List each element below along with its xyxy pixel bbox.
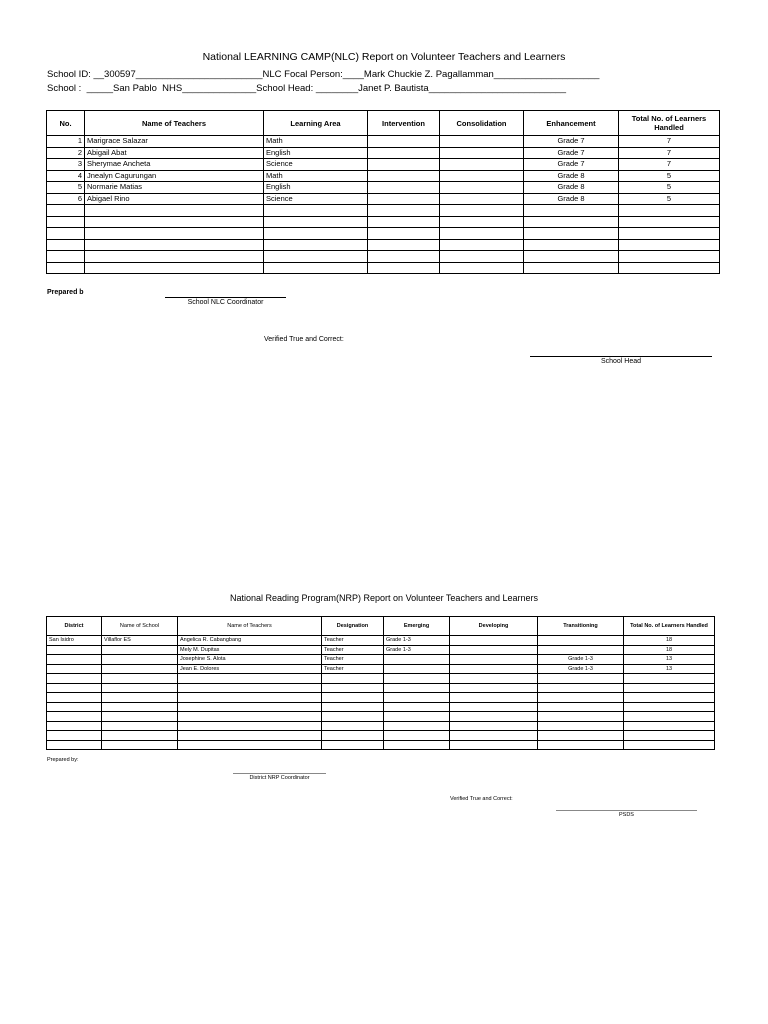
nrp-table-cell (47, 693, 102, 703)
nlc-table-cell (264, 262, 368, 274)
nrp-coordinator-label: District NRP Coordinator (249, 775, 310, 781)
nrp-table-cell (538, 683, 624, 693)
nlc-table-cell (619, 262, 720, 274)
nrp-table-cell (384, 683, 450, 693)
nrp-table-cell: 18 (624, 636, 715, 646)
nrp-table-cell (102, 731, 178, 741)
nlc-table-cell (619, 251, 720, 263)
nrp-table-cell (178, 740, 322, 750)
nlc-table-cell: 4 (47, 170, 85, 182)
nlc-table-row (47, 239, 720, 251)
nrp-table-cell (102, 645, 178, 655)
nrp-table-cell (322, 740, 384, 750)
nrp-header-cell: Transitioning (538, 617, 624, 636)
nlc-table-row (47, 228, 720, 240)
nrp-verified-label: Verified True and Correct: (450, 796, 513, 802)
nrp-table-cell (384, 693, 450, 703)
nrp-table-cell (384, 674, 450, 684)
nrp-header-cell: Developing (450, 617, 538, 636)
nlc-table-cell (524, 205, 619, 217)
nlc-table-row (47, 216, 720, 228)
nrp-header-cell: Total No. of Learners Handled (624, 617, 715, 636)
nlc-table-cell: 5 (619, 182, 720, 194)
nrp-table-cell (450, 731, 538, 741)
nrp-table-cell (538, 674, 624, 684)
nrp-table-cell (538, 731, 624, 741)
nrp-table-cell (322, 721, 384, 731)
nrp-table-cell (178, 683, 322, 693)
nrp-table-cell (384, 702, 450, 712)
nrp-table-cell (624, 740, 715, 750)
nlc-table-cell (619, 228, 720, 240)
nlc-table-cell: Abigael Rino (85, 193, 264, 205)
nrp-table-cell (102, 683, 178, 693)
nrp-table-cell: Teacher (322, 636, 384, 646)
nrp-table-cell (178, 693, 322, 703)
nlc-table-cell (440, 216, 524, 228)
nrp-table-cell (450, 721, 538, 731)
nlc-table-cell: Math (264, 170, 368, 182)
nrp-table-cell (102, 702, 178, 712)
school-head-label: School Head (600, 358, 642, 365)
nlc-table-cell (85, 228, 264, 240)
nrp-table-cell (450, 655, 538, 665)
nlc-prepared-by: Prepared b (47, 289, 84, 296)
nrp-table-cell (322, 702, 384, 712)
nrp-table-cell (178, 721, 322, 731)
nrp-table-cell (624, 683, 715, 693)
nlc-header-cell: Learning Area (264, 111, 368, 136)
nrp-table-cell: Grade 1-3 (384, 636, 450, 646)
nlc-table-cell (524, 239, 619, 251)
nrp-table-cell: Josephine S. Alota (178, 655, 322, 665)
nlc-table-cell (440, 147, 524, 159)
nlc-header-cell: No. (47, 111, 85, 136)
nrp-header-cell: Designation (322, 617, 384, 636)
nlc-table-cell (47, 262, 85, 274)
nrp-table-cell: Villaflor ES (102, 636, 178, 646)
nlc-table-cell: 2 (47, 147, 85, 159)
nrp-table-cell (178, 674, 322, 684)
nrp-table-cell (450, 683, 538, 693)
nlc-table-cell (368, 182, 440, 194)
nrp-header-row (47, 617, 715, 636)
nlc-table-cell (264, 228, 368, 240)
nlc-table-cell (368, 262, 440, 274)
nlc-table-row (47, 147, 720, 159)
nlc-coordinator-label: School NLC Coordinator (187, 299, 264, 306)
nlc-table-cell (85, 251, 264, 263)
nlc-table-cell (85, 262, 264, 274)
nrp-table-row (47, 645, 715, 655)
nrp-table-row (47, 655, 715, 665)
nlc-table-cell (264, 216, 368, 228)
nlc-table-cell: 7 (619, 159, 720, 171)
nlc-table-cell (368, 216, 440, 228)
nlc-table-cell: 3 (47, 159, 85, 171)
nlc-table-cell (440, 170, 524, 182)
nlc-table-row (47, 182, 720, 194)
nlc-table-cell: Grade 8 (524, 182, 619, 194)
nrp-title: National Reading Program(NRP) Report on Volunteer Teachers and Learners (229, 593, 538, 603)
nlc-table-cell: 5 (619, 193, 720, 205)
nrp-table-cell (384, 740, 450, 750)
nrp-table-row (47, 683, 715, 693)
nrp-table-cell (624, 702, 715, 712)
nrp-table-cell: Mely M. Dupitas (178, 645, 322, 655)
nrp-table-cell (538, 702, 624, 712)
nrp-header-cell: District (47, 617, 102, 636)
nrp-table-cell (450, 664, 538, 674)
nlc-table-cell (47, 251, 85, 263)
nlc-table-row (47, 159, 720, 171)
nrp-table-cell: Grade 1-3 (384, 645, 450, 655)
nlc-table-cell (264, 205, 368, 217)
nlc-table-cell (47, 228, 85, 240)
nrp-table-row (47, 664, 715, 674)
nrp-table-cell (102, 664, 178, 674)
nlc-title: National LEARNING CAMP(NLC) Report on Volunteer Teachers and Learners (202, 51, 566, 63)
nrp-table-cell (47, 664, 102, 674)
nlc-table-cell: 1 (47, 136, 85, 148)
nlc-coordinator-signature-line (165, 297, 286, 298)
nlc-table-cell (524, 251, 619, 263)
nlc-table-cell: Abigail Abat (85, 147, 264, 159)
nlc-table-cell (440, 251, 524, 263)
nlc-table-row (47, 136, 720, 148)
nrp-table-cell (322, 731, 384, 741)
nlc-header-cell: Consolidation (440, 111, 524, 136)
nrp-table-cell (102, 674, 178, 684)
nlc-table-cell (47, 205, 85, 217)
nlc-table-cell: 7 (619, 147, 720, 159)
nrp-table-cell (538, 636, 624, 646)
nrp-coordinator-signature-line (233, 773, 326, 774)
nlc-table-cell (85, 239, 264, 251)
nlc-table-cell (368, 170, 440, 182)
nlc-table-cell (368, 159, 440, 171)
nlc-table-cell (368, 251, 440, 263)
nlc-table-cell (264, 239, 368, 251)
nrp-header-cell: Name of Teachers (178, 617, 322, 636)
nrp-table-cell (47, 721, 102, 731)
nrp-table-cell (624, 674, 715, 684)
nrp-table-cell (538, 721, 624, 731)
school-head-signature-line (530, 356, 712, 357)
nlc-table-cell (368, 147, 440, 159)
nlc-table-cell (619, 205, 720, 217)
nlc-verified-label: Verified True and Correct: (264, 336, 344, 343)
nrp-table-cell (47, 712, 102, 722)
nrp-table-row (47, 693, 715, 703)
nrp-table-cell (178, 702, 322, 712)
nrp-table-cell (47, 731, 102, 741)
nlc-table-cell (368, 193, 440, 205)
nrp-table-cell: 13 (624, 664, 715, 674)
nlc-table-cell: 7 (619, 136, 720, 148)
nrp-table-cell: 18 (624, 645, 715, 655)
nlc-table-cell (440, 182, 524, 194)
nlc-table-cell (368, 205, 440, 217)
nrp-table-row (47, 636, 715, 646)
nlc-header-cell: Enhancement (524, 111, 619, 136)
nlc-table-cell (47, 216, 85, 228)
nrp-table-row (47, 712, 715, 722)
nlc-table-row (47, 262, 720, 274)
nrp-table-cell (384, 721, 450, 731)
nlc-table-cell: Grade 7 (524, 147, 619, 159)
nlc-table-cell (619, 216, 720, 228)
nlc-table-cell: Marigrace Salazar (85, 136, 264, 148)
nrp-table-row (47, 674, 715, 684)
nrp-table-row (47, 731, 715, 741)
nlc-table-cell: English (264, 147, 368, 159)
nrp-table-cell: Teacher (322, 655, 384, 665)
nlc-table-cell: Grade 8 (524, 170, 619, 182)
nlc-table-cell (264, 251, 368, 263)
school-id-line: School ID: __300597________________________NLC Focal Person:____Mark Chuckie Z. Pagallamman____________________ (47, 69, 600, 80)
nrp-table-cell (178, 731, 322, 741)
nrp-table-cell (47, 702, 102, 712)
nlc-table-cell (85, 205, 264, 217)
nrp-table-cell (450, 712, 538, 722)
nlc-table-cell: Grade 7 (524, 136, 619, 148)
nrp-table-cell (47, 683, 102, 693)
nlc-table-cell: 5 (619, 170, 720, 182)
nlc-table-cell: 5 (47, 182, 85, 194)
nrp-table-cell: Angelica R. Cabangbang (178, 636, 322, 646)
nrp-table-cell (47, 655, 102, 665)
nlc-table-row (47, 205, 720, 217)
nlc-table-cell: Sherymae Ancheta (85, 159, 264, 171)
nlc-table-cell (440, 193, 524, 205)
nlc-table-cell (524, 228, 619, 240)
nlc-header-cell: Intervention (368, 111, 440, 136)
nlc-table-cell (440, 228, 524, 240)
nrp-table-cell (538, 645, 624, 655)
nrp-table-cell (47, 645, 102, 655)
nrp-table-cell (450, 693, 538, 703)
nrp-table-cell: Jean E. Dolores (178, 664, 322, 674)
nrp-header-cell: Emerging (384, 617, 450, 636)
nlc-table-cell: 6 (47, 193, 85, 205)
nrp-table-cell (384, 731, 450, 741)
nrp-table-cell (102, 740, 178, 750)
nlc-table-cell: Jnealyn Cagurungan (85, 170, 264, 182)
nlc-table-cell (47, 239, 85, 251)
nlc-table-cell (524, 262, 619, 274)
nrp-table-cell (322, 674, 384, 684)
nlc-table-row (47, 251, 720, 263)
nlc-table-cell: Science (264, 159, 368, 171)
nlc-table-row (47, 170, 720, 182)
nrp-table-cell (624, 693, 715, 703)
nrp-table-cell (102, 655, 178, 665)
nlc-table-cell (440, 262, 524, 274)
nrp-table-cell (178, 712, 322, 722)
nrp-prepared-by: Prepared by: (47, 757, 79, 763)
nlc-table-cell: Science (264, 193, 368, 205)
nrp-table-cell (624, 712, 715, 722)
nrp-table-cell: Grade 1-3 (538, 664, 624, 674)
nlc-table-cell (440, 136, 524, 148)
nrp-table-cell (450, 740, 538, 750)
nrp-table-cell (322, 683, 384, 693)
nlc-table-cell: Normarie Matias (85, 182, 264, 194)
nlc-header-cell: Total No. of Learners Handled (619, 111, 720, 136)
nlc-table-cell (524, 216, 619, 228)
nlc-table-cell (368, 239, 440, 251)
psds-label: PSDS (619, 812, 634, 818)
nrp-table-cell (624, 721, 715, 731)
nrp-table-cell (102, 712, 178, 722)
nrp-table-cell (47, 674, 102, 684)
nrp-table-cell: Teacher (322, 645, 384, 655)
nrp-table-cell (102, 693, 178, 703)
nrp-table-cell (450, 674, 538, 684)
nrp-table-cell: San Isidro (47, 636, 102, 646)
nrp-table-cell (322, 712, 384, 722)
nrp-table-cell (538, 740, 624, 750)
nlc-table-row (47, 193, 720, 205)
nrp-table-row (47, 740, 715, 750)
nlc-table-cell (440, 239, 524, 251)
nrp-table-cell: 13 (624, 655, 715, 665)
nlc-table-cell: English (264, 182, 368, 194)
nlc-table-cell: Math (264, 136, 368, 148)
nrp-table (46, 616, 715, 750)
nrp-table-cell (47, 740, 102, 750)
nrp-table-cell: Teacher (322, 664, 384, 674)
nrp-table-cell (384, 655, 450, 665)
nlc-table-cell: Grade 7 (524, 159, 619, 171)
psds-signature-line (556, 810, 697, 811)
nlc-table-cell (368, 228, 440, 240)
nrp-table-cell (322, 693, 384, 703)
nlc-table (46, 110, 720, 274)
nrp-table-row (47, 721, 715, 731)
nlc-table-cell (440, 159, 524, 171)
nrp-table-cell (450, 636, 538, 646)
nrp-table-cell (450, 702, 538, 712)
nrp-table-cell (102, 721, 178, 731)
nlc-table-cell (619, 239, 720, 251)
school-line: School : _____San Pablo NHS______________School Head: ________Janet P. Bautista__________________________ (47, 83, 567, 94)
nlc-table-cell (440, 205, 524, 217)
nrp-table-cell (538, 712, 624, 722)
nrp-table-cell (450, 645, 538, 655)
nrp-table-cell (624, 731, 715, 741)
nrp-table-row (47, 702, 715, 712)
nrp-table-cell: Grade 1-3 (538, 655, 624, 665)
nlc-table-cell: Grade 8 (524, 193, 619, 205)
nlc-header-cell: Name of Teachers (85, 111, 264, 136)
nlc-header-row (47, 111, 720, 136)
nrp-table-cell (538, 693, 624, 703)
nrp-table-cell (384, 664, 450, 674)
nrp-table-cell (384, 712, 450, 722)
nlc-table-cell (368, 136, 440, 148)
nlc-table-cell (85, 216, 264, 228)
nrp-header-cell: Name of School (102, 617, 178, 636)
